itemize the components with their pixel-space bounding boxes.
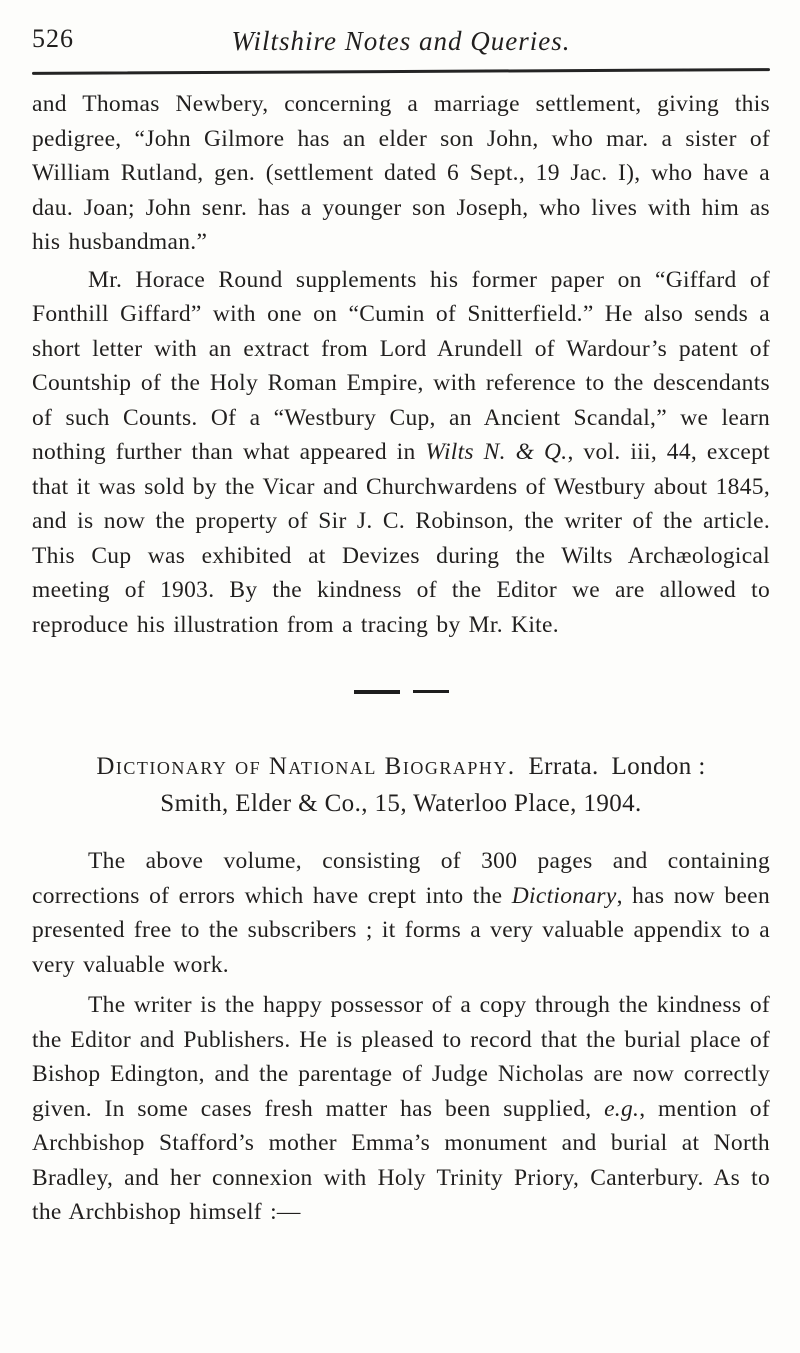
text-run: and Thomas Newbery, concerning a marriage settlement, giving this pedigree, “John Gilmore has an elder son John, who mar. a sister of William Rutland, gen. (settlement dated 6 Sept., 19 Jac. I), who have a dau. Joan; John senr. has a younger son Joseph, who lives with him as his husbandman.” — [32, 91, 770, 255]
heading-errata-london: Errata. London : — [515, 753, 706, 780]
paragraph-marriage-settlement — [32, 87, 770, 260]
paragraph-writer-copy — [32, 988, 770, 1230]
divider-dash-icon — [354, 690, 400, 694]
text-run: , has now been presented free to the subscribers ; it forms a very valuable appendix to a very valuable work. — [32, 882, 770, 978]
review-heading — [32, 748, 770, 822]
header-rule — [32, 68, 770, 75]
running-title: Wiltshire Notes and Queries. — [231, 26, 571, 56]
review-heading-line1 — [32, 748, 770, 785]
section-divider — [32, 690, 770, 696]
paragraph-above-volume — [32, 844, 770, 982]
page-number: 526 — [32, 24, 74, 53]
text-run: Mr. Horace Round supplements his former paper on “Giffard of Fonthill Giffard” with one on “Cumin of Snitterfield.” He also sends a short letter with an extract from Lord Arundell of Wardour’s patent of Countship of the Holy Roman Empire, with reference to the descendants of such Counts. Of a “Westbury Cup, an Ancient Scandal,” we learn nothing further than what appeared in — [32, 266, 770, 465]
text-run: , vol. iii, 44, except that it was sold by the Vicar and Churchwardens of Westbury about 1845, and is now the property of Sir J. C. Robinson, the writer of the article. This Cup was exhibited at Devizes during the Wilts Archæological meeting of 1903. By the kindness of the Editor we are allowed to reproduce his illustration from a tracing by Mr. Kite. — [32, 439, 770, 638]
dictionary-italic: Dictionary — [511, 882, 617, 909]
text-run: The writer is the happy possessor of a copy through the kindness of the Editor and Publishers. He is pleased to record that the burial place of Bishop Edington, and the parentage of Judge Nicholas are now correctly given. In some cases fresh matter has been supplied, — [32, 992, 770, 1122]
divider-dash-icon — [413, 690, 449, 693]
text-run: The above volume, consisting of 300 pages and containing corrections of errors which have crept into the — [32, 848, 770, 909]
book-title-smallcaps: Dictionary of National Biography. — [96, 753, 516, 780]
paragraph-horace-round — [32, 263, 770, 643]
review-heading-imprint: Smith, Elder & Co., 15, Waterloo Place, 1904. — [160, 790, 642, 817]
text-run: , mention of Archbishop Stafford’s mother Emma’s monument and burial at North Bradley, and her connexion with Holy Trinity Priory, Canterbury. As to the Archbishop himself :— — [32, 1095, 770, 1225]
eg-italic: e.g. — [604, 1095, 640, 1122]
running-head — [32, 18, 770, 64]
journal-abbrev-italic: Wilts N. & Q. — [425, 439, 568, 465]
